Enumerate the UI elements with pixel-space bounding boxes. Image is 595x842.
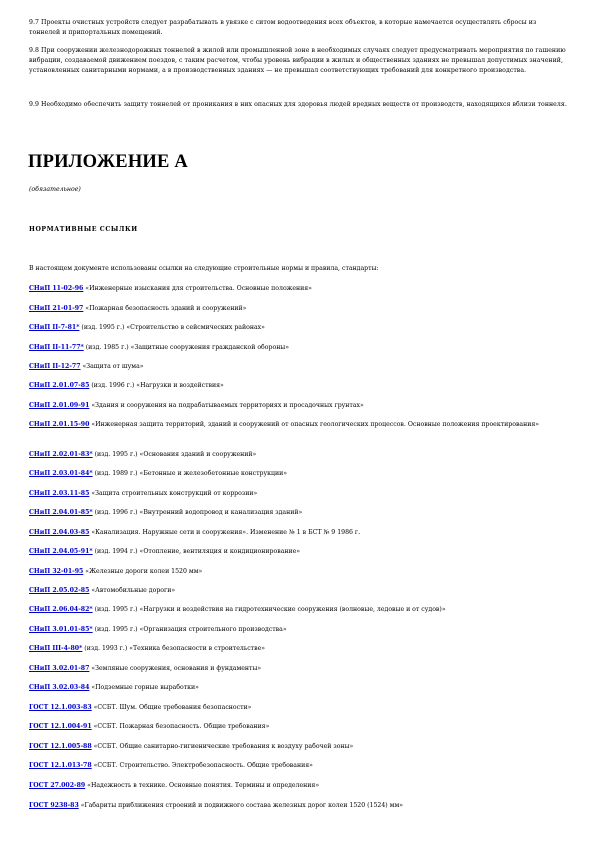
reference-item xyxy=(29,401,569,411)
reference-text: (изд. 1996 г.) «Внутренний водопровод и канализация зданий» xyxy=(92,509,303,516)
reference-text: «Земляные сооружения, основания и фундаменты» xyxy=(89,665,262,672)
reference-link[interactable]: СНиП 2.04.05-91* xyxy=(29,548,93,555)
reference-text: (изд. 1985 г.) «Защитные сооружения гражданской обороны» xyxy=(83,344,290,351)
reference-link[interactable]: СНиП 2.01.07-85 xyxy=(29,382,90,389)
reference-text: (изд. 1995 г.) «Нагрузки и воздействия на гидротехнические сооружения (волновые, ледовые и от судов)» xyxy=(92,606,446,613)
reference-text: (изд. 1993 г.) «Техника безопасности в строительстве» xyxy=(82,645,266,652)
reference-item xyxy=(29,703,569,713)
reference-link[interactable]: ГОСТ 9238-83 xyxy=(29,802,79,809)
reference-link[interactable]: СНиП 3.02.01-87 xyxy=(29,665,90,672)
reference-item xyxy=(29,381,569,391)
reference-item xyxy=(29,343,569,353)
reference-item xyxy=(29,284,569,294)
reference-text: «Защита от шума» xyxy=(80,363,144,370)
reference-link[interactable]: СНиП 21-01-97 xyxy=(29,305,84,312)
reference-link[interactable]: СНиП II-12-77 xyxy=(29,363,81,370)
reference-text: (изд. 1995 г.) «Организация строительного производства» xyxy=(92,626,287,633)
reference-text: (изд. 1995 г.) «Строительство в сейсмических районах» xyxy=(79,324,265,331)
reference-link[interactable]: СНиП 3.01.01-85* xyxy=(29,626,93,633)
section-title: НОРМАТИВНЫЕ ССЫЛКИ xyxy=(29,226,138,233)
reference-item xyxy=(29,450,569,460)
reference-item xyxy=(29,801,569,811)
reference-text: (изд. 1994 г.) «Отопление, вентиляция и кондиционирование» xyxy=(92,548,301,555)
reference-link[interactable]: СНиП III-4-80* xyxy=(29,645,83,652)
reference-link[interactable]: СНиП II-7-81* xyxy=(29,324,80,331)
paragraph-9-8: 9.8 При сооружении железнодорожных тоннелей в жилой или промышленной зоне в необходимых случаях следует предусматривать мероприятия по гашению вибрации, создаваемой движением поездов, с таким расчетом, чтобы уровень вибрации в жилых и общественных зданиях не превышал допустимых значений, установленных санитарными нормами, а в производственных зданиях — не превышал соответствующих требований для конкретного производства. xyxy=(29,47,566,74)
reference-item xyxy=(29,586,569,596)
reference-link[interactable]: СНиП II-11-77* xyxy=(29,344,84,351)
reference-text: «Канализация. Наружные сети и сооружения». Изменение № 1 в БСТ № 9 1986 г. xyxy=(89,529,361,536)
reference-link[interactable]: СНиП 2.01.09-91 xyxy=(29,402,90,409)
reference-item xyxy=(29,323,569,333)
reference-link[interactable]: СНиП 2.06.04-82* xyxy=(29,606,93,613)
reference-link[interactable]: СНиП 2.05.02-85 xyxy=(29,587,90,594)
reference-link[interactable]: СНиП 2.03.01-84* xyxy=(29,470,93,477)
reference-item xyxy=(29,625,569,635)
reference-link[interactable]: ГОСТ 12.1.013-78 xyxy=(29,762,92,769)
reference-text: «Инженерная защита территорий, зданий и сооружений от опасных геологических процессов. Основные положения проектирования» xyxy=(89,421,540,428)
reference-item xyxy=(29,469,569,479)
reference-text: «ССБТ. Строительство. Электробезопасность. Общие требования» xyxy=(91,762,313,769)
reference-text: (изд. 1995 г.) «Основания зданий и сооружений» xyxy=(92,451,257,458)
reference-link[interactable]: ГОСТ 12.1.005-88 xyxy=(29,743,92,750)
reference-text: «Автомобильные дороги» xyxy=(89,587,176,594)
reference-text: (изд. 1996 г.) «Нагрузки и воздействия» xyxy=(89,382,224,389)
reference-link[interactable]: СНиП 2.01.15-90 xyxy=(29,421,90,428)
reference-text: «Инженерные изыскания для строительства. Основные положения» xyxy=(83,285,312,292)
reference-item xyxy=(29,742,569,752)
reference-text: «Защита строительных конструкций от коррозии» xyxy=(89,490,258,497)
reference-link[interactable]: ГОСТ 12.1.003-83 xyxy=(29,704,92,711)
paragraph-9-9: 9.9 Необходимо обеспечить защиту тоннелей от проникания в них опасных для здоровья людей вредных веществ от производств, находящихся вблизи тоннеля. xyxy=(29,101,567,108)
reference-item xyxy=(29,605,569,615)
reference-text: «Железные дороги колеи 1520 мм» xyxy=(83,568,203,575)
reference-text: «ССБТ. Общие санитарно-гигиенические требования к воздуху рабочей зоны» xyxy=(91,743,354,750)
reference-link[interactable]: ГОСТ 27.002-89 xyxy=(29,782,86,789)
reference-item xyxy=(29,547,569,557)
reference-text: «ССБТ. Шум. Общие требования безопасности» xyxy=(91,704,252,711)
reference-link[interactable]: ГОСТ 12.1.004-91 xyxy=(29,723,92,730)
reference-item xyxy=(29,567,569,577)
reference-item xyxy=(29,722,569,732)
reference-text: «Здания и сооружения на подрабатываемых территориях и просадочных грунтах» xyxy=(89,402,364,409)
reference-link[interactable]: СНиП 2.04.03-85 xyxy=(29,529,90,536)
reference-link[interactable]: СНиП 2.02.01-83* xyxy=(29,451,93,458)
reference-item xyxy=(29,528,569,538)
paragraph-9-7: 9.7 Проекты очистных устройств следует разрабатывать в увязке с ситом водоотведения всех объектов, в которые намечается осуществлять сбросы из тоннелей и припортальных помещений. xyxy=(29,19,537,36)
appendix-subheading: (обязательное) xyxy=(29,186,81,193)
references-intro: В настоящем документе использованы ссылки на следующие строительные нормы и правила, стандарты: xyxy=(29,265,379,272)
reference-text: «Надежность в технике. Основные понятия. Термины и определения» xyxy=(85,782,320,789)
reference-item xyxy=(29,664,569,674)
reference-link[interactable]: СНиП 32-01-95 xyxy=(29,568,84,575)
reference-item xyxy=(29,304,569,314)
reference-link[interactable]: СНиП 2.03.11-85 xyxy=(29,490,90,497)
reference-item xyxy=(29,683,569,693)
reference-text: «ССБТ. Пожарная безопасность. Общие требования» xyxy=(91,723,270,730)
reference-text: «Пожарная безопасность зданий и сооружений» xyxy=(83,305,247,312)
reference-item xyxy=(29,420,569,430)
reference-item xyxy=(29,508,569,518)
reference-link[interactable]: СНиП 11-02-96 xyxy=(29,285,84,292)
reference-item xyxy=(29,489,569,499)
reference-text: «Подземные горные выработки» xyxy=(89,684,199,691)
reference-item xyxy=(29,362,569,372)
reference-item xyxy=(29,781,569,791)
reference-text: (изд. 1989 г.) «Бетонные и железобетонные конструкции» xyxy=(92,470,288,477)
reference-text: «Габариты приближения строений и подвижного состава железных дорог колеи 1520 (1524) мм» xyxy=(78,802,404,809)
reference-link[interactable]: СНиП 3.02.03-84 xyxy=(29,684,90,691)
reference-item xyxy=(29,644,569,654)
appendix-heading: ПРИЛОЖЕНИЕ А xyxy=(28,152,188,172)
reference-link[interactable]: СНиП 2.04.01-85* xyxy=(29,509,93,516)
reference-item xyxy=(29,761,569,771)
